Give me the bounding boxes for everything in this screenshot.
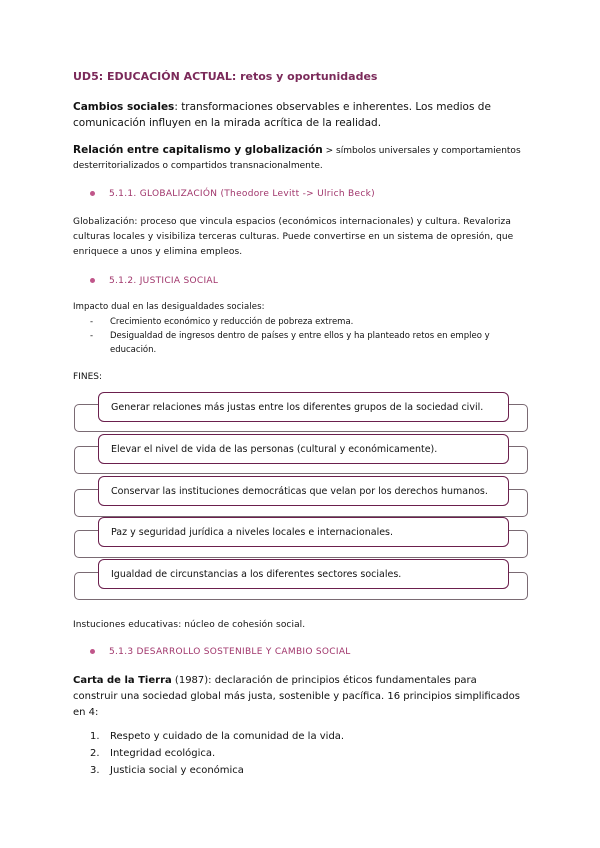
list-item: 1. Respeto y cuidado de la comunidad de la vida. (90, 731, 345, 742)
fin-box-1: Generar relaciones más justas entre los diferentes grupos de la sociedad civil. (98, 392, 509, 422)
fines-label: FINES: (73, 372, 102, 382)
carta-text: (1987): declaración de principios éticos fundamentales para construir una sociedad global más justa, sostenible y pacífica. 16 principios simplificados en 4: (73, 675, 520, 718)
bullet-icon (90, 649, 95, 654)
list-item: 2. Integridad ecológica. (90, 748, 216, 759)
section-heading-globalizacion: 5.1.1. GLOBALIZACIÓN (Theodore Levitt -> Ulrich Beck) (90, 189, 375, 199)
cambios-text: : transformaciones observables e inherentes. Los medios de comunicación influyen en la mirada acrítica de la realidad. (73, 101, 491, 129)
globalizacion-paragraph: Globalización: proceso que vincula espacios (económicos internacionales) y cultura. Revaloriza culturas locales y visibiliza terceras culturas. Puede convertirse en un sistema de opresión, que enriquece a unos y elimina empleos. (73, 217, 514, 257)
instituciones-text: Instuciones educativas: núcleo de cohesión social. (73, 620, 306, 630)
bullet-icon (90, 191, 95, 196)
relacion-term: Relación entre capitalismo y globalización (73, 144, 323, 156)
cambios-paragraph (73, 99, 533, 131)
principios-list (90, 728, 344, 779)
carta-term: Carta de la Tierra (73, 675, 172, 686)
fin-box-3: Conservar las instituciones democráticas que velan por los derechos humanos. (98, 476, 509, 506)
relacion-text: > símbolos universales y comportamientos desterritorializados o compartidos transnacionalmente. (73, 146, 521, 171)
fin-box-2: Elevar el nivel de vida de las personas (cultural y económicamente). (98, 434, 509, 464)
relacion-paragraph (73, 143, 533, 174)
fin-box-5: Igualdad de circunstancias a los diferentes sectores sociales. (98, 559, 509, 589)
fin-box-4: Paz y seguridad jurídica a niveles locales e internacionales. (98, 517, 509, 547)
justicia-intro: Impacto dual en las desigualdades sociales: (73, 302, 265, 312)
justicia-list (90, 315, 530, 357)
carta-paragraph (73, 673, 523, 721)
bullet-icon (90, 278, 95, 283)
page-title: UD5: EDUCACIÓN ACTUAL: retos y oportunidades (73, 70, 378, 83)
list-item: - Crecimiento económico y reducción de pobreza extrema. (90, 317, 354, 327)
section-heading-desarrollo: 5.1.3 DESARROLLO SOSTENIBLE Y CAMBIO SOCIAL (90, 647, 351, 657)
section-heading-justicia: 5.1.2. JUSTICIA SOCIAL (90, 276, 218, 286)
list-item: 3. Justicia social y económica (90, 765, 244, 776)
cambios-term: Cambios sociales (73, 101, 175, 113)
list-item: - Desigualdad de ingresos dentro de países y entre ellos y ha planteado retos en empleo y educación. (90, 331, 490, 355)
